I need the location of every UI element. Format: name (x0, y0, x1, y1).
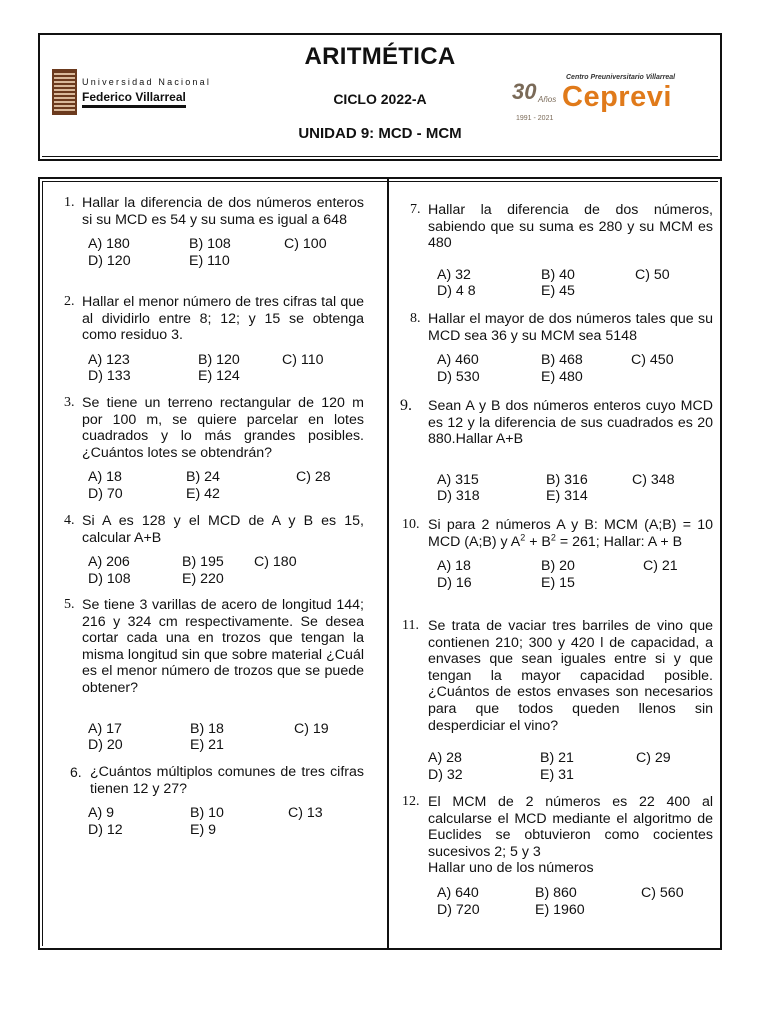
question-text-part: + B (525, 533, 551, 550)
option-e: E) 45 (541, 283, 575, 300)
answer-options (82, 469, 364, 502)
unit-label: UNIDAD 9: MCD - MCM (298, 125, 462, 142)
question-number: 12. (402, 794, 420, 809)
option-a: A) 17 (88, 720, 122, 737)
option-b: B) 120 (198, 351, 240, 368)
answer-options (82, 352, 364, 385)
option-b: B) 316 (546, 471, 588, 488)
cycle-label: CICLO 2022-A (333, 91, 427, 107)
option-c: C) 560 (641, 884, 684, 901)
unfv-logo-line2: Federico Villarreal (82, 90, 186, 108)
question-text: Hallar el menor número de tres cifras tal que al dividirlo entre 8; 12; y 15 se obtenga como residuo 3. (82, 294, 364, 344)
option-d: D) 530 (437, 368, 480, 385)
option-e: E) 21 (190, 737, 224, 754)
question-number: 10. (402, 517, 420, 532)
option-c: C) 450 (631, 352, 674, 369)
question-12 (402, 794, 713, 918)
question-number: 9. (400, 397, 412, 414)
option-c: C) 100 (284, 236, 327, 253)
option-b: B) 18 (190, 720, 224, 737)
column-divider (387, 177, 389, 950)
option-e: E) 42 (186, 485, 220, 502)
option-b: B) 195 (182, 554, 224, 571)
question-text-extra: Hallar uno de los números (428, 860, 594, 877)
option-d: D) 108 (88, 570, 131, 587)
ceprevi-name: Ceprevi (562, 81, 672, 113)
question-text: Se tiene 3 varillas de acero de longitud 144; 216 y 324 cm respectivamente. Se desea cortar cada una en trozos que tengan la misma longitud sin que sobre material ¿Cuál es el menor número de trozos que se puede obtener? (82, 597, 364, 696)
question-text: Se tiene un terreno rectangular de 120 m por 100 m, se quiere parcelar en lotes cuadrados y lo más grandes posibles. ¿Cuántos lotes se obtendrán? (82, 395, 364, 461)
question-6 (70, 764, 364, 838)
option-a: A) 206 (88, 554, 130, 571)
option-e: E) 1960 (535, 901, 585, 918)
option-b: B) 860 (535, 884, 577, 901)
option-d: D) 4 8 (437, 283, 476, 300)
option-e: E) 9 (190, 821, 217, 838)
question-number: 3. (64, 395, 75, 410)
unfv-crest-icon (52, 69, 77, 115)
question-text: ¿Cuántos múltiplos comunes de tres cifras tienen 12 y 27? (90, 764, 364, 797)
option-a: A) 180 (88, 236, 130, 253)
option-e: E) 15 (541, 574, 575, 591)
answer-options (428, 558, 713, 591)
option-c: C) 110 (282, 351, 324, 368)
question-10 (402, 517, 713, 591)
ceprevi-logo (512, 73, 697, 129)
question-7 (410, 202, 713, 300)
option-e: E) 124 (198, 368, 240, 385)
question-1 (64, 195, 364, 269)
option-e: E) 314 (546, 488, 588, 505)
option-e: E) 31 (540, 766, 574, 783)
question-number: 1. (64, 195, 75, 210)
exponent: 2 (550, 531, 556, 542)
option-d: D) 133 (88, 368, 131, 385)
question-number: 7. (410, 202, 421, 217)
option-a: A) 315 (437, 471, 479, 488)
question-text: Hallar la diferencia de dos números enteros si su MCD es 54 y su suma es igual a 648 (82, 195, 364, 228)
question-3 (64, 395, 364, 503)
option-d: D) 318 (437, 488, 480, 505)
exponent: 2 (520, 531, 526, 542)
question-4 (64, 513, 364, 587)
question-9 (400, 397, 713, 505)
answer-options (428, 885, 713, 918)
question-text: El MCM de 2 números es 22 400 al calcularse el MCD mediante el algoritmo de Euclides se obtuvieron como cocientes sucesivos 2; 5 y 3 (428, 794, 713, 860)
ceprevi-anniversary-label: Años (538, 95, 557, 104)
option-a: A) 640 (437, 884, 479, 901)
question-2 (64, 294, 364, 385)
answer-options (82, 236, 364, 269)
question-11 (402, 618, 713, 783)
option-a: A) 9 (88, 805, 115, 822)
question-text: Sean A y B dos números enteros cuyo MCD es 12 y la diferencia de sus cuadrados es 20 880.Hallar A+B (428, 398, 713, 448)
answer-options (82, 554, 364, 587)
question-number: 8. (410, 311, 421, 326)
option-d: D) 720 (437, 901, 480, 918)
option-c: C) 348 (632, 471, 675, 488)
question-8 (410, 311, 713, 385)
option-b: B) 24 (186, 469, 220, 486)
question-number: 5. (64, 597, 75, 612)
question-text-part: = 261; Hallar: A + B (555, 533, 683, 550)
answer-options (428, 750, 713, 783)
answer-options (428, 472, 713, 505)
option-c: C) 29 (636, 750, 671, 767)
option-c: C) 19 (294, 720, 329, 737)
unfv-logo-line1: Universidad Nacional (82, 77, 212, 87)
question-number: 6. (70, 764, 82, 780)
option-b: B) 108 (189, 236, 231, 253)
option-a: A) 28 (428, 750, 462, 767)
header-box (38, 33, 722, 161)
question-number: 11. (402, 618, 419, 633)
question-text: Hallar la diferencia de dos números, sabiendo que su suma es 280 y su MCM es 480 (428, 202, 713, 252)
answer-options (428, 267, 713, 300)
question-text: Hallar el mayor de dos números tales que su MCD sea 36 y su MCM sea 5148 (428, 311, 713, 344)
option-e: E) 480 (541, 368, 583, 385)
option-d: D) 12 (88, 821, 123, 838)
option-d: D) 20 (88, 737, 123, 754)
option-a: A) 460 (437, 352, 479, 369)
page-title: ARITMÉTICA (304, 43, 456, 70)
option-c: C) 50 (635, 266, 670, 283)
question-number: 4. (64, 513, 75, 528)
option-c: C) 180 (254, 554, 297, 571)
question-text: Si A es 128 y el MCD de A y B es 15, calcular A+B (82, 513, 364, 546)
option-b: B) 40 (541, 266, 575, 283)
ceprevi-subtitle: Centro Preuniversitario Villarreal (566, 74, 676, 81)
option-b: B) 21 (540, 750, 574, 767)
question-number: 2. (64, 294, 75, 309)
option-c: C) 21 (643, 558, 678, 575)
ceprevi-anniversary-number: 30 (512, 79, 537, 104)
answer-options (82, 721, 364, 754)
question-text-part: Si para 2 números A y B: MCM (A;B) = 10 MCD (A;B) y A (428, 517, 713, 550)
option-c: C) 28 (296, 469, 331, 486)
option-c: C) 13 (288, 805, 323, 822)
option-e: E) 110 (189, 252, 230, 269)
option-d: D) 16 (437, 574, 472, 591)
option-a: A) 123 (88, 351, 130, 368)
option-a: A) 32 (437, 266, 471, 283)
unfv-logo (52, 69, 222, 115)
option-b: B) 468 (541, 352, 583, 369)
option-e: E) 220 (182, 570, 224, 587)
ceprevi-years: 1991 - 2021 (516, 115, 554, 122)
option-b: B) 10 (190, 805, 224, 822)
answer-options (428, 352, 713, 385)
question-5 (64, 597, 364, 754)
answer-options (88, 805, 364, 838)
option-d: D) 120 (88, 252, 131, 269)
option-d: D) 32 (428, 766, 463, 783)
option-b: B) 20 (541, 558, 575, 575)
question-text (428, 517, 713, 550)
option-a: A) 18 (88, 469, 122, 486)
option-d: D) 70 (88, 485, 123, 502)
question-text: Se trata de vaciar tres barriles de vino que contienen 210; 300 y 420 l de capacidad, a envases que sean iguales entre si y que tengan la mayor capacidad posible. ¿Cuántos de estos envases son necesarios para que todos queden llenos sin desperdiciar el vino? (428, 618, 713, 734)
option-a: A) 18 (437, 558, 471, 575)
